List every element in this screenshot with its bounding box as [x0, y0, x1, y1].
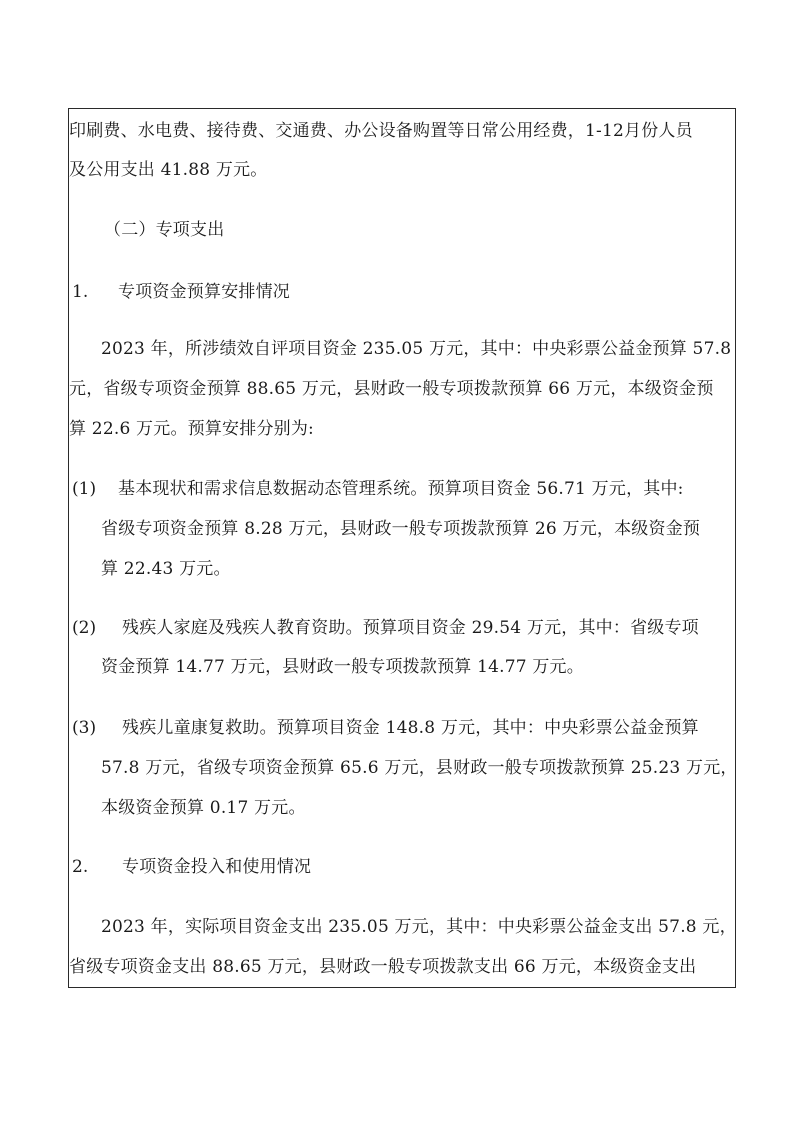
sub-item-line: 省级专项资金预算 8.28 万元，县财政一般专项拨款预算 26 万元，本级资金预 [101, 519, 701, 539]
paragraph-line: 元，省级专项资金预算 88.65 万元，县财政一般专项拨款预算 66 万元，本级资金预 [69, 379, 714, 399]
item-number: 1. [72, 282, 89, 302]
sub-item-number: (1) [72, 479, 97, 499]
item-title: 专项资金预算安排情况 [118, 282, 290, 302]
paragraph-line: 省级专项资金支出 88.65 万元，县财政一般专项拨款支出 66 万元，本级资金支出 [69, 957, 697, 977]
paragraph-line: 2023 年，所涉绩效自评项目资金 235.05 万元，其中：中央彩票公益金预算 57.8 [101, 339, 732, 359]
item-number: 2. [72, 857, 89, 877]
sub-item-number: (2) [72, 618, 97, 638]
sub-item-line: 基本现状和需求信息数据动态管理系统。预算项目资金 56.71 万元，其中: [118, 479, 684, 499]
paragraph-line: 2023 年，实际项目资金支出 235.05 万元，其中：中央彩票公益金支出 57.8 元， [101, 917, 737, 937]
sub-item-line: 本级资金预算 0.17 万元。 [101, 798, 306, 818]
sub-item-line: 残疾人家庭及残疾人教育资助。预算项目资金 29.54 万元，其中：省级专项 [122, 618, 699, 638]
section-heading: （二）专项支出 [104, 220, 225, 240]
sub-item-line: 残疾儿童康复救助。预算项目资金 148.8 万元，其中：中央彩票公益金预算 [122, 718, 699, 738]
paragraph-line: 算 22.6 万元。预算安排分别为: [69, 419, 314, 439]
paragraph-line: 印刷费、水电费、接待费、交通费、办公设备购置等日常公用经费，1-12月份人员 [69, 121, 693, 141]
sub-item-number: (3) [72, 718, 97, 738]
sub-item-line: 算 22.43 万元。 [101, 559, 231, 579]
sub-item-line: 57.8 万元，省级专项资金预算 65.6 万元，县财政一般专项拨款预算 25.23 万元， [101, 758, 738, 778]
sub-item-line: 资金预算 14.77 万元，县财政一般专项拨款预算 14.77 万元。 [101, 657, 584, 677]
item-title: 专项资金投入和使用情况 [122, 857, 312, 877]
paragraph-line: 及公用支出 41.88 万元。 [69, 160, 268, 180]
